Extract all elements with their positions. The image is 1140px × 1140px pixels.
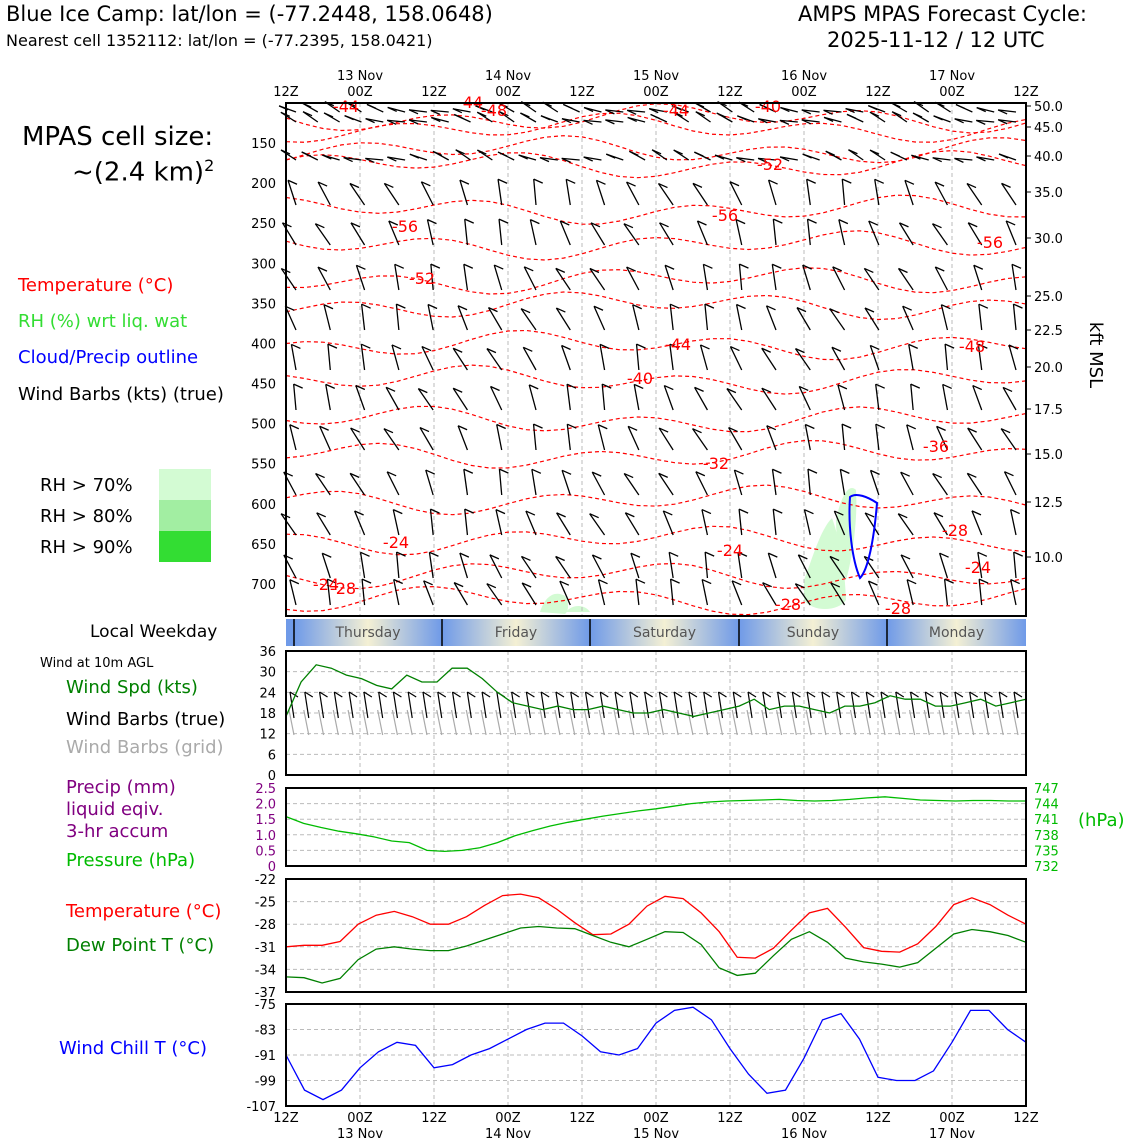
legend-dewpoint: Dew Point T (°C): [66, 935, 215, 956]
contour-label: -44: [332, 97, 360, 116]
pressure-panel: [255, 782, 1059, 875]
panel-tick: 36: [259, 645, 276, 660]
cell-size-exponent: 2: [204, 156, 215, 175]
legend-precip: Precip (mm): [66, 777, 176, 798]
weekday-label: Friday: [494, 625, 538, 641]
weekday-label: Sunday: [786, 625, 840, 641]
contour-label: -48: [480, 101, 508, 120]
weekday-label: Monday: [928, 625, 985, 641]
legend-rh70-label: RH > 70%: [40, 475, 133, 496]
contour-label: -24: [312, 575, 340, 594]
nearest-cell-info: Nearest cell 1352112: lat/lon = (-77.2395, 158.0421): [6, 31, 433, 50]
top-hour-label: 00Z: [347, 85, 373, 100]
legend-pressure: Pressure (hPa): [66, 850, 196, 871]
contour-label: -52: [756, 155, 784, 174]
legend-precip-liquid: liquid eqiv.: [66, 799, 164, 820]
pressure-tick: 300: [251, 257, 276, 273]
kft-tick: 17.5: [1034, 403, 1063, 418]
panel-tick: -28: [254, 918, 276, 934]
wind-panel: [259, 645, 1026, 784]
pressure-right-tick: 747: [1034, 782, 1059, 797]
profile-panel: [251, 93, 1106, 618]
legend-rh90-label: RH > 90%: [40, 537, 133, 558]
legend-wind: Wind Barbs (kts) (true): [18, 384, 224, 405]
bottom-hour-label: 00Z: [791, 1111, 817, 1126]
contour-label: -52: [408, 269, 436, 288]
contour-label: -28: [884, 599, 912, 618]
kft-tick: 20.0: [1034, 361, 1063, 376]
top-hour-label: 00Z: [643, 85, 669, 100]
contour-label: -44: [664, 335, 692, 354]
temp-panel: [255, 873, 1026, 1001]
contour-label: -28: [329, 579, 357, 598]
panel-tick: 2.0: [255, 797, 276, 813]
panel-tick: 0: [267, 860, 276, 875]
top-hour-label: 12Z: [569, 85, 595, 100]
kft-tick: 12.5: [1034, 496, 1063, 511]
kft-tick: 15.0: [1034, 448, 1063, 463]
pressure-tick: 500: [251, 417, 276, 433]
pressure-tick: 200: [251, 177, 276, 193]
panel-tick: -37: [254, 986, 276, 1001]
panel-tick: -75: [254, 998, 276, 1013]
kft-tick: 35.0: [1034, 186, 1063, 201]
panel-tick: 0.5: [255, 844, 276, 860]
contour-label: -24: [716, 541, 744, 560]
kft-tick: 50.0: [1034, 100, 1063, 115]
bottom-hour-label: 00Z: [495, 1111, 521, 1126]
top-hour-label: 00Z: [939, 85, 965, 100]
panel-tick: -99: [254, 1074, 276, 1090]
pressure-tick: 350: [251, 297, 276, 313]
pressure-tick: 600: [251, 497, 276, 513]
bottom-hour-label: 00Z: [939, 1111, 965, 1126]
panel-tick: 1.5: [255, 813, 276, 829]
bottom-day-label: 16 Nov: [780, 1127, 828, 1140]
panel-tick: 24: [259, 686, 276, 702]
weekday-title: Local Weekday: [90, 622, 218, 642]
top-hour-label: 00Z: [791, 85, 817, 100]
legend-wind-barbs-grid: Wind Barbs (grid): [66, 737, 224, 758]
bottom-day-label: 15 Nov: [632, 1127, 680, 1140]
top-hour-label: 12Z: [865, 85, 891, 100]
top-hour-label: 00Z: [495, 85, 521, 100]
panel-tick: -22: [254, 873, 276, 888]
top-hour-label: 12Z: [717, 85, 743, 100]
panel-tick: -91: [254, 1049, 276, 1064]
top-hour-label: 12Z: [421, 85, 447, 100]
top-day-label: 14 Nov: [484, 69, 532, 84]
pressure-tick: 400: [251, 337, 276, 353]
legend-wind-speed: Wind Spd (kts): [66, 677, 198, 698]
bottom-day-label: 17 Nov: [928, 1127, 976, 1140]
contour-label: -56: [976, 233, 1004, 252]
panel-tick: -34: [254, 963, 276, 979]
forecast-cycle-date: 2025-11-12 / 12 UTC: [827, 28, 1045, 52]
panel-tick: 30: [259, 665, 276, 681]
kft-tick: 10.0: [1034, 551, 1063, 566]
top-hour-label: 12Z: [1013, 85, 1039, 100]
forecast-cycle-title: AMPS MPAS Forecast Cycle:: [798, 2, 1087, 26]
pressure-right-tick: 732: [1034, 860, 1059, 875]
contour-label: -40: [626, 369, 654, 388]
pressure-tick: 650: [251, 537, 276, 553]
bottom-hour-label: 00Z: [347, 1111, 373, 1126]
panel-tick: 18: [259, 707, 276, 722]
pressure-tick: 150: [251, 137, 276, 153]
legend-rh: RH (%) wrt liq. wat: [18, 311, 188, 332]
pressure-right-tick: 735: [1034, 844, 1059, 860]
weekday-segment: [286, 619, 294, 646]
site-title: Blue Ice Camp: lat/lon = (-77.2448, 158.0648): [6, 2, 493, 26]
kft-tick: 25.0: [1034, 290, 1063, 305]
bottom-hour-label: 12Z: [421, 1111, 447, 1126]
kft-tick: 40.0: [1034, 150, 1063, 165]
bottom-hour-label: 12Z: [569, 1111, 595, 1126]
contour-label: -44: [456, 93, 484, 112]
panel-tick: -31: [254, 940, 276, 956]
panel-tick: 2.5: [255, 782, 276, 797]
pressure-right-tick: 741: [1034, 813, 1059, 829]
panel-tick: 1.0: [255, 828, 276, 844]
bottom-hour-label: 00Z: [643, 1111, 669, 1126]
panel-tick: 12: [259, 727, 276, 743]
contour-label: -24: [964, 558, 992, 577]
contour-label: -36: [922, 437, 950, 456]
pressure-tick: 450: [251, 377, 276, 393]
cell-size-text: ~(2.4 km): [72, 157, 205, 188]
contour-label: -40: [754, 97, 782, 116]
top-day-label: 17 Nov: [928, 69, 976, 84]
panel-tick: -107: [246, 1100, 276, 1115]
contour-label: -56: [711, 206, 739, 225]
bottom-hour-label: 12Z: [865, 1111, 891, 1126]
weekday-label: Thursday: [335, 625, 401, 641]
contour-label: -56: [391, 217, 419, 236]
pressure-tick: 700: [251, 577, 276, 593]
pressure-tick: 250: [251, 217, 276, 233]
contour-label: -44: [662, 101, 690, 120]
pressure-right-tick: 738: [1034, 828, 1059, 844]
legend-rh80-label: RH > 80%: [40, 506, 133, 527]
legend-precip-accum: 3-hr accum: [66, 821, 169, 842]
contour-label: -24: [382, 533, 410, 552]
kft-tick: 45.0: [1034, 121, 1063, 136]
top-day-label: 15 Nov: [632, 69, 680, 84]
top-day-label: 16 Nov: [780, 69, 828, 84]
bottom-hour-label: 12Z: [1013, 1111, 1039, 1126]
bottom-hour-label: 12Z: [717, 1111, 743, 1126]
pressure-unit-label: (hPa): [1078, 810, 1125, 831]
kft-tick: 30.0: [1034, 232, 1063, 247]
top-hour-label: 12Z: [273, 85, 299, 100]
panel-tick: 0: [267, 769, 276, 784]
bottom-hour-label: 12Z: [273, 1111, 299, 1126]
legend-cloud: Cloud/Precip outline: [18, 347, 199, 368]
bottom-day-label: 13 Nov: [336, 1127, 384, 1140]
legend-wind-chill: Wind Chill T (°C): [59, 1038, 207, 1059]
weekday-strip: [286, 619, 1026, 646]
wind10m-title: Wind at 10m AGL: [40, 656, 154, 671]
panel-tick: 6: [267, 748, 276, 764]
kft-tick: 22.5: [1034, 324, 1063, 339]
cell-size-label: MPAS cell size:: [22, 122, 214, 152]
contour-label: -32: [702, 454, 730, 473]
legend-wind-barbs-true: Wind Barbs (true): [66, 709, 226, 730]
top-day-label: 13 Nov: [336, 69, 384, 84]
panel-tick: -83: [254, 1023, 276, 1039]
kft-axis-label: kft MSL: [1085, 321, 1106, 389]
legend-temperature: Temperature (°C): [18, 275, 174, 296]
contour-label: -48: [958, 337, 986, 356]
pressure-right-tick: 744: [1034, 797, 1059, 813]
chill-panel: [246, 998, 1026, 1115]
pressure-tick: 550: [251, 457, 276, 473]
panel-tick: -25: [254, 895, 276, 911]
weekday-label: Saturday: [632, 625, 697, 641]
contour-label: -28: [941, 521, 969, 540]
bottom-day-label: 14 Nov: [484, 1127, 532, 1140]
contour-label: -28: [774, 595, 802, 614]
legend-temperature-2m: Temperature (°C): [66, 901, 222, 922]
